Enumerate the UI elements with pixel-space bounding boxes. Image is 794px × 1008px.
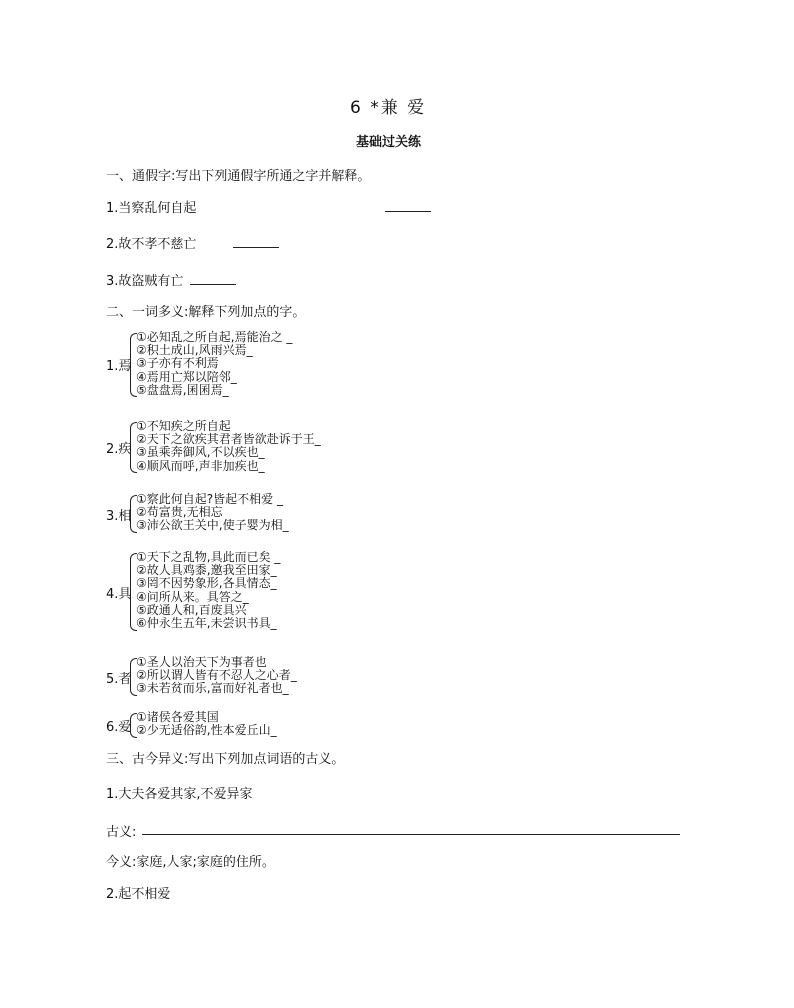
group-item: ②故人具鸡黍,邀我至田家_ (136, 563, 277, 578)
group-label: 6.爱 (106, 720, 132, 735)
tongjia-item-3 (106, 270, 183, 289)
group-label: 3.相 (106, 509, 132, 524)
gu-yi-answer-line[interactable] (142, 822, 680, 835)
group-item: ③沛公欲王关中,使子婴为相_ (136, 518, 289, 533)
answer-blank-2[interactable] (233, 235, 279, 248)
tongjia-item-1 (106, 197, 196, 216)
gu-yi-label: 古义: (106, 825, 137, 840)
group-items (136, 331, 292, 397)
group-item: ③虽乘奔御风,不以疾也_ (136, 445, 265, 460)
group-item: ②积土成山,风雨兴焉_ (136, 343, 253, 358)
group-item: ①不知疾之所自起 (136, 419, 231, 433)
group-item: ⑥仲永生五年,未尝识书具_ (136, 616, 277, 631)
answer-blank-3[interactable] (190, 272, 236, 285)
group-item: ①必知乱之所自起,焉能治之 _ (136, 330, 293, 344)
group-item: ④问所从来。具答之_ (136, 589, 249, 604)
group-item: ⑤政通人和,百废具兴 (136, 602, 247, 617)
section3-heading: 三、古今异义:写出下列加点词语的古义。 (106, 752, 345, 767)
group-item: ①天下之乱物,具此而已矣 _ (136, 550, 281, 564)
tongjia-item-3-text: 3.故盗贼有亡 (106, 274, 184, 289)
gu-yi-row (106, 821, 136, 840)
group-items (136, 656, 297, 696)
group-item: ④顺风而呼,声非加疾也_ (136, 458, 265, 473)
group-label: 2.疾 (106, 442, 132, 457)
group-item: ②苟富贵,无相忘 (136, 505, 223, 520)
answer-blank-1[interactable] (385, 199, 431, 212)
section1-heading: 一、通假字:写出下列通假字所通之字并解释。 (106, 169, 371, 184)
page-title: 6 *兼 爱 (350, 98, 427, 118)
group-item: ①圣人以治天下为事者也 (136, 655, 267, 669)
group-item: ②所以谓人皆有不忍人之心者_ (136, 668, 297, 683)
group-items (136, 493, 289, 533)
group-item: ③子亦有不利焉 (136, 356, 219, 371)
group-label: 4.具 (106, 587, 132, 602)
section2-heading: 二、一词多义:解释下列加点的字。 (106, 305, 306, 320)
group-items (136, 551, 280, 630)
group-item: ④焉用亡郑以陪邻_ (136, 369, 237, 384)
tongjia-item-2-text: 2.故不孝不慈亡 (106, 237, 197, 252)
group-item: ③未若贫而乐,富而好礼者也_ (136, 681, 289, 696)
group-item: ②少无适俗韵,性本爱丘山_ (136, 723, 277, 738)
section-subtitle: 基础过关练 (356, 135, 422, 150)
guji-item-2: 2.起不相爱 (106, 887, 171, 902)
group-item: ⑤盘盘焉,囷囷焉_ (136, 382, 229, 397)
group-items (136, 420, 321, 473)
group-label: 5.者 (106, 672, 132, 687)
group-label: 1.焉 (106, 359, 132, 374)
jin-yi-text: 今义:家庭,人家;家庭的住所。 (106, 855, 275, 870)
group-item: ②天下之欲疾其君者皆欲赴诉于王_ (136, 432, 321, 447)
group-item: ③罔不因势象形,各具情态_ (136, 576, 277, 591)
guji-item-1: 1.大夫各爱其家,不爱异家 (106, 787, 253, 802)
group-item: ①诸侯各爱其国 (136, 710, 219, 724)
tongjia-item-1-text: 1.当察乱何自起 (106, 201, 197, 216)
group-items (136, 711, 277, 737)
tongjia-item-2 (106, 233, 196, 252)
group-item: ①察此何自起?皆起不相爱 _ (136, 492, 283, 506)
